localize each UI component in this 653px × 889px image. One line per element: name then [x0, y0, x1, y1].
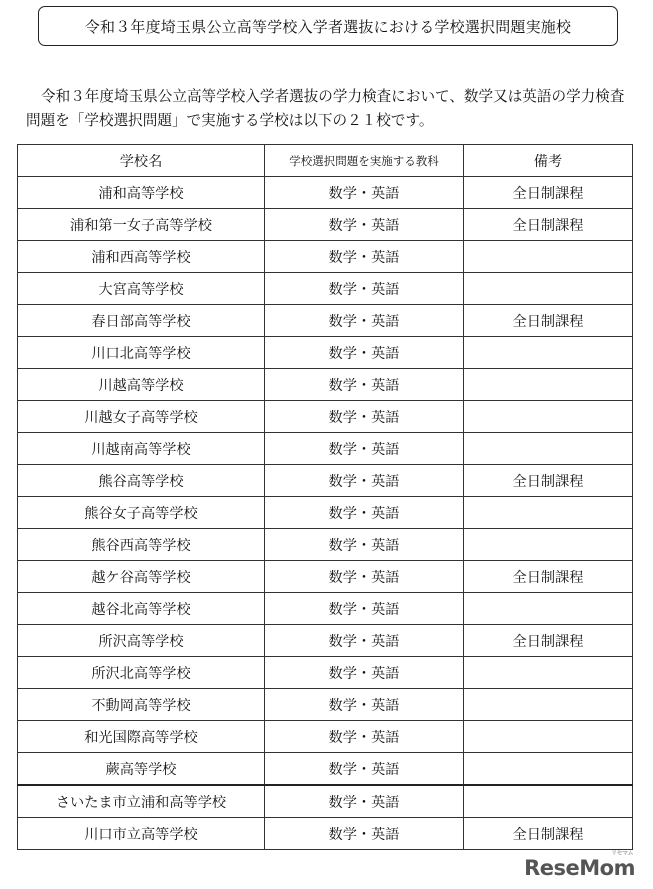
school-name: 越谷北高等学校 — [18, 593, 265, 625]
note — [464, 497, 633, 529]
note — [464, 433, 633, 465]
school-name: 春日部高等学校 — [18, 305, 265, 337]
school-name: 所沢北高等学校 — [18, 657, 265, 689]
note — [464, 689, 633, 721]
intro-paragraph: 令和３年度埼玉県公立高等学校入学者選抜の学力検査において、数学又は英語の学力検査問題を「学校選択問題」で実施する学校は以下の２１校です。 — [26, 87, 625, 129]
subjects: 数学・英語 — [265, 689, 464, 721]
school-name: 不動岡高等学校 — [18, 689, 265, 721]
note — [464, 785, 633, 818]
school-name: 川越女子高等学校 — [18, 401, 265, 433]
note — [464, 593, 633, 625]
note — [464, 241, 633, 273]
school-name: 浦和高等学校 — [18, 177, 265, 209]
subjects: 数学・英語 — [265, 337, 464, 369]
subjects: 数学・英語 — [265, 305, 464, 337]
subjects: 数学・英語 — [265, 241, 464, 273]
school-name: 和光国際高等学校 — [18, 721, 265, 753]
subjects: 数学・英語 — [265, 753, 464, 786]
school-name: 越ケ谷高等学校 — [18, 561, 265, 593]
table-row — [18, 305, 633, 337]
table-row — [18, 721, 633, 753]
subjects: 数学・英語 — [265, 529, 464, 561]
school-name: 大宮高等学校 — [18, 273, 265, 305]
table-row — [18, 785, 633, 818]
header-school-name: 学校名 — [18, 145, 265, 177]
table-row — [18, 177, 633, 209]
note: 全日制課程 — [464, 209, 633, 241]
table-row — [18, 209, 633, 241]
note: 全日制課程 — [464, 561, 633, 593]
note — [464, 273, 633, 305]
schools-table — [17, 144, 633, 850]
school-name: 浦和第一女子高等学校 — [18, 209, 265, 241]
document-title: 令和３年度埼玉県公立高等学校入学者選抜における学校選択問題実施校 — [38, 6, 618, 46]
subjects: 数学・英語 — [265, 273, 464, 305]
table-row — [18, 818, 633, 850]
note — [464, 657, 633, 689]
school-name: 浦和西高等学校 — [18, 241, 265, 273]
subjects: 数学・英語 — [265, 209, 464, 241]
table-row — [18, 625, 633, 657]
subjects: 数学・英語 — [265, 818, 464, 850]
note: 全日制課程 — [464, 465, 633, 497]
table-row — [18, 337, 633, 369]
header-notes: 備考 — [464, 145, 633, 177]
school-name: 川越南高等学校 — [18, 433, 265, 465]
note: 全日制課程 — [464, 625, 633, 657]
subjects: 数学・英語 — [265, 657, 464, 689]
table-row — [18, 401, 633, 433]
school-name: 所沢高等学校 — [18, 625, 265, 657]
note: 全日制課程 — [464, 818, 633, 850]
note: 全日制課程 — [464, 177, 633, 209]
subjects: 数学・英語 — [265, 465, 464, 497]
table-row — [18, 433, 633, 465]
subjects: 数学・英語 — [265, 625, 464, 657]
note — [464, 753, 633, 786]
note — [464, 369, 633, 401]
table-row — [18, 273, 633, 305]
school-name: 蕨高等学校 — [18, 753, 265, 786]
subjects: 数学・英語 — [265, 497, 464, 529]
note: 全日制課程 — [464, 305, 633, 337]
table-row — [18, 689, 633, 721]
table-row — [18, 529, 633, 561]
subjects: 数学・英語 — [265, 561, 464, 593]
resemom-watermark — [524, 850, 635, 880]
table-row — [18, 369, 633, 401]
header-subjects: 学校選択問題を実施する教科 — [265, 145, 464, 177]
watermark-sub: リセマム — [611, 850, 633, 857]
table-row — [18, 753, 633, 786]
subjects: 数学・英語 — [265, 433, 464, 465]
note — [464, 337, 633, 369]
school-name: 川口北高等学校 — [18, 337, 265, 369]
subjects: 数学・英語 — [265, 369, 464, 401]
subjects: 数学・英語 — [265, 177, 464, 209]
note — [464, 721, 633, 753]
table-row — [18, 241, 633, 273]
table-row — [18, 593, 633, 625]
school-name: 川越高等学校 — [18, 369, 265, 401]
table-row — [18, 657, 633, 689]
school-name: さいたま市立浦和高等学校 — [18, 785, 265, 818]
table-row — [18, 497, 633, 529]
watermark-main: ReseMom — [524, 856, 635, 880]
school-name: 川口市立高等学校 — [18, 818, 265, 850]
table-row — [18, 465, 633, 497]
subjects: 数学・英語 — [265, 593, 464, 625]
subjects: 数学・英語 — [265, 401, 464, 433]
table-header-row — [18, 145, 633, 177]
school-name: 熊谷女子高等学校 — [18, 497, 265, 529]
subjects: 数学・英語 — [265, 785, 464, 818]
table-row — [18, 561, 633, 593]
school-name: 熊谷高等学校 — [18, 465, 265, 497]
school-name: 熊谷西高等学校 — [18, 529, 265, 561]
note — [464, 401, 633, 433]
subjects: 数学・英語 — [265, 721, 464, 753]
note — [464, 529, 633, 561]
